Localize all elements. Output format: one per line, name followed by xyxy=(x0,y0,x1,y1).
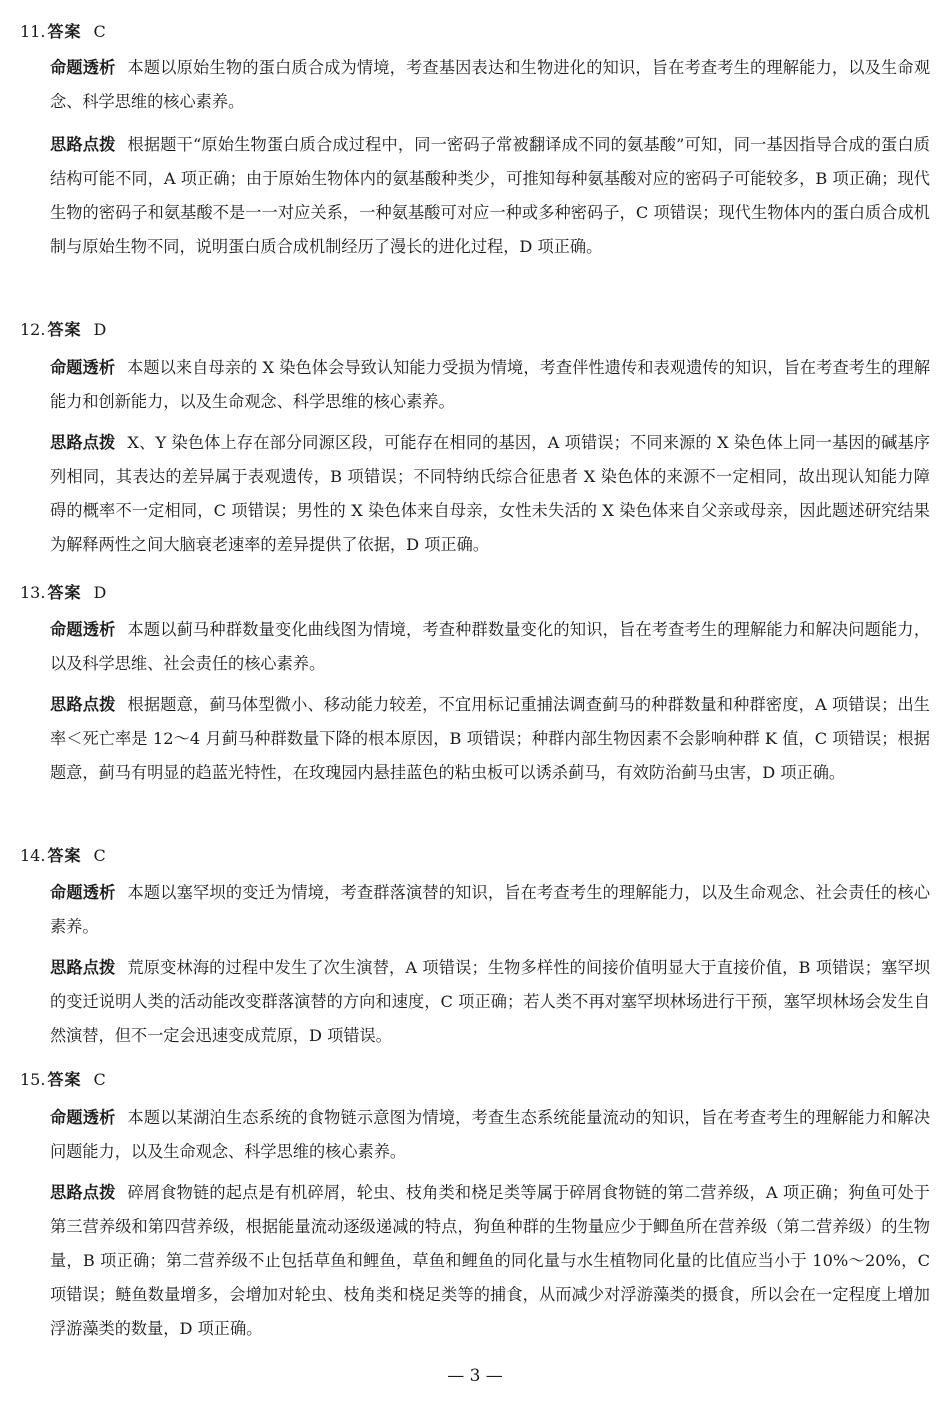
intent-text: 本题以某湖泊生态系统的食物链示意图为情境，考查生态系统能量流动的知识，旨在考查考生的理解能力和解决问题能力，以及生命观念、科学思维的核心素养。 xyxy=(50,1108,931,1161)
analysis-label: 思路点拨 xyxy=(50,958,116,977)
answer-label: 答案 xyxy=(47,846,82,865)
question-13-analysis xyxy=(50,688,930,790)
question-number: 14. xyxy=(20,846,46,865)
intent-text: 本题以蓟马种群数量变化曲线图为情境，考查种群数量变化的知识，旨在考查考生的理解能力和解决问题能力，以及科学思维、社会责任的核心素养。 xyxy=(50,620,931,673)
answer-label: 答案 xyxy=(47,22,82,41)
question-12-analysis xyxy=(50,426,930,562)
analysis-label: 思路点拨 xyxy=(50,433,116,452)
answer-label: 答案 xyxy=(47,583,82,602)
analysis-text: 碎屑食物链的起点是有机碎屑，轮虫、枝角类和桡足类等属于碎屑食物链的第二营养级，A 项正确；狗鱼可处于第三营养级和第四营养级，根据能量流动逐级递减的特点，狗鱼种群的生物量应少于鲫鱼所在营养级（第二营养级）的生物量，B 项正确；第二营养级不止包括草鱼和鲤鱼，草鱼和鲤鱼的同化量与水生植物同化量的比值应当小于 10%～20%，C 项错误；鲢鱼数量增多，会增加对轮虫、枝角类和桡足类等的捕食，从而减少对浮游藻类的摄食，所以会在一定程度上增加浮游藻类的数量，D 项正确。 xyxy=(50,1183,930,1338)
intent-label: 命题透析 xyxy=(50,58,116,77)
intent-label: 命题透析 xyxy=(50,1108,116,1127)
answer-label: 答案 xyxy=(47,320,82,339)
intent-text: 本题以原始生物的蛋白质合成为情境，考查基因表达和生物进化的知识，旨在考查考生的理解能力，以及生命观念、科学思维的核心素养。 xyxy=(50,58,931,111)
answer-value: C xyxy=(93,846,106,865)
question-11-intent xyxy=(50,51,930,119)
analysis-label: 思路点拨 xyxy=(50,695,116,714)
intent-text: 本题以来自母亲的 X 染色体会导致认知能力受损为情境，考查伴性遗传和表观遗传的知识，旨在考查考生的理解能力和创新能力，以及生命观念、科学思维的核心素养。 xyxy=(50,358,931,411)
intent-label: 命题透析 xyxy=(50,620,116,639)
page-number: — 3 — xyxy=(447,1366,503,1386)
question-14-answer-line xyxy=(20,846,106,866)
question-15-intent xyxy=(50,1101,930,1169)
analysis-text: 根据题意，蓟马体型微小、移动能力较差，不宜用标记重捕法调查蓟马的种群数量和种群密度，A 项错误；出生率＜死亡率是 12～4 月蓟马种群数量下降的根本原因，B 项错误；种群内部生物因素不会影响种群 K 值，C 项错误；根据题意，蓟马有明显的趋蓝光特性，在玫瑰园内悬挂蓝色的粘虫板可以诱杀蓟马，有效防治蓟马虫害，D 项正确。 xyxy=(50,695,930,782)
question-14-intent xyxy=(50,876,930,944)
question-number: 13. xyxy=(20,583,46,602)
answer-value: D xyxy=(93,320,107,339)
answer-value: D xyxy=(93,583,107,602)
analysis-label: 思路点拨 xyxy=(50,1183,116,1202)
question-15-answer-line xyxy=(20,1070,106,1090)
question-11-answer-line xyxy=(20,22,106,42)
question-15-analysis xyxy=(50,1176,930,1346)
question-number: 12. xyxy=(20,320,46,339)
answer-value: C xyxy=(93,22,106,41)
analysis-text: 根据题干“原始生物蛋白质合成过程中，同一密码子常被翻译成不同的氨基酸”可知，同一基因指导合成的蛋白质结构可能不同，A 项正确；由于原始生物体内的氨基酸种类少，可推知每种氨基酸对应的密码子可能较多，B 项正确；现代生物的密码子和氨基酸不是一一对应关系，一种氨基酸可对应一种或多种密码子，C 项错误；现代生物体内的蛋白质合成机制与原始生物不同，说明蛋白质合成机制经历了漫长的进化过程，D 项正确。 xyxy=(50,135,930,256)
question-14-analysis xyxy=(50,951,930,1053)
question-12-intent xyxy=(50,351,930,419)
intent-label: 命题透析 xyxy=(50,358,116,377)
question-12-answer-line xyxy=(20,320,106,340)
question-11-analysis xyxy=(50,128,930,264)
analysis-text: X、Y 染色体上存在部分同源区段，可能存在相同的基因，A 项错误；不同来源的 X 染色体上同一基因的碱基序列相同，其表达的差异属于表观遗传，B 项错误；不同特纳氏综合征患者 X 染色体的来源不一定相同，故出现认知能力障碍的概率不一定相同，C 项错误；男性的 X 染色体来自母亲，女性未失活的 X 染色体来自父亲或母亲，因此题述研究结果为解释两性之间大脑衰老速率的差异提供了依据，D 项正确。 xyxy=(50,433,930,554)
intent-text: 本题以塞罕坝的变迁为情境，考查群落演替的知识，旨在考查考生的理解能力，以及生命观念、社会责任的核心素养。 xyxy=(50,883,931,936)
question-number: 15. xyxy=(20,1070,46,1089)
intent-label: 命题透析 xyxy=(50,883,116,902)
question-number: 11. xyxy=(20,22,46,41)
question-13-intent xyxy=(50,613,930,681)
answer-value: C xyxy=(93,1070,106,1089)
question-13-answer-line xyxy=(20,583,106,603)
answer-label: 答案 xyxy=(47,1070,82,1089)
analysis-text: 荒原变林海的过程中发生了次生演替，A 项错误；生物多样性的间接价值明显大于直接价值，B 项错误；塞罕坝的变迁说明人类的活动能改变群落演替的方向和速度，C 项正确；若人类不再对塞罕坝林场进行干预，塞罕坝林场会发生自然演替，但不一定会迅速变成荒原，D 项错误。 xyxy=(50,958,931,1045)
analysis-label: 思路点拨 xyxy=(50,135,116,154)
